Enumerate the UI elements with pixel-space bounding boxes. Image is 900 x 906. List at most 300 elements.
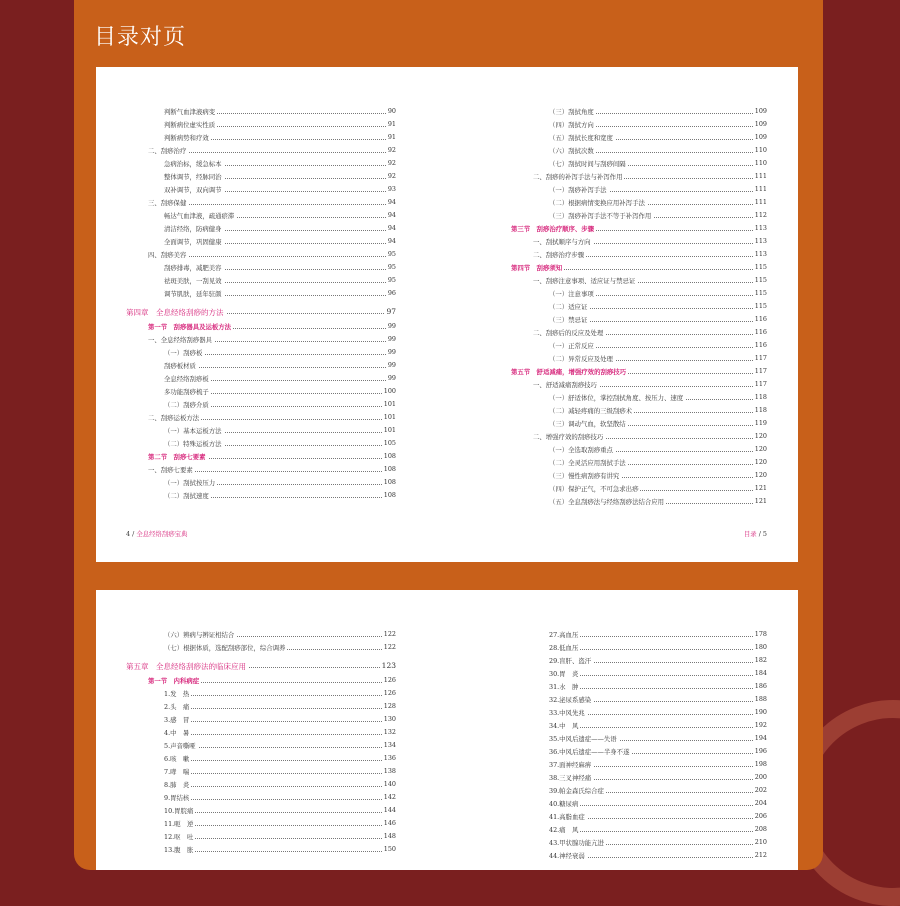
toc-entry (511, 469, 767, 482)
entry-title: （四）保护正气，不可急求出痧 (549, 485, 639, 493)
entry-title: 2.头 痛 (164, 703, 190, 711)
entry-title: （三）调动气血，软坚散结 (549, 420, 626, 428)
toc-entry (126, 359, 396, 372)
dot-leader (164, 786, 396, 787)
entry-page-number: 208 (754, 825, 767, 833)
entry-title: 9.胃结核 (164, 794, 190, 802)
toc-entry (126, 765, 396, 778)
entry-title: （二）刮拭速度 (164, 492, 209, 500)
toc-entry (126, 804, 396, 817)
entry-page-number: 109 (754, 107, 767, 115)
toc-entry (126, 385, 396, 398)
entry-page-number: 202 (754, 786, 767, 794)
entry-title: 第四章 全息经络刮痧的方法 (126, 308, 224, 317)
entry-page-number: 90 (387, 107, 396, 115)
toc-entry (126, 424, 396, 437)
entry-page-number: 118 (754, 406, 767, 414)
toc-entry (511, 287, 767, 300)
entry-page-number: 101 (383, 400, 396, 408)
entry-title: （二）根据病情变换应用补泻手法 (549, 199, 645, 207)
dot-leader (164, 799, 396, 800)
entry-title: 31.水 肿 (549, 683, 579, 691)
toc-entry (511, 849, 767, 862)
entry-page-number: 105 (383, 439, 396, 447)
toc-entry (126, 144, 396, 157)
entry-page-number: 117 (754, 380, 767, 388)
chapter-entry (126, 654, 396, 674)
toc-entry (511, 680, 767, 693)
toc-entry (126, 489, 396, 502)
entry-page-number: 111 (754, 185, 767, 193)
entry-title: （一）刮痧板 (164, 349, 203, 357)
section-title: 目录 (743, 530, 757, 538)
toc-entry (126, 687, 396, 700)
dot-leader (164, 708, 396, 709)
entry-title: 33.中风先兆 (549, 709, 585, 717)
entry-page-number: 206 (754, 812, 767, 820)
entry-page-number: 115 (754, 302, 767, 310)
entry-page-number: 146 (383, 819, 396, 827)
entry-page-number: 92 (387, 172, 396, 180)
entry-page-number: 138 (383, 767, 396, 775)
toc-entry (126, 157, 396, 170)
entry-title: 13.腹 胀 (164, 846, 194, 854)
dot-leader (164, 747, 396, 748)
entry-title: （一）刮拭按压力 (164, 479, 216, 487)
toc-entry (511, 170, 767, 183)
toc-entry (511, 443, 767, 456)
toc-entry (511, 235, 767, 248)
entry-page-number: 192 (754, 721, 767, 729)
entry-page-number: 116 (754, 315, 767, 323)
dot-leader (164, 367, 396, 368)
entry-page-number: 182 (754, 656, 767, 664)
toc-entry (126, 248, 396, 261)
entry-page-number: 184 (754, 669, 767, 677)
entry-page-number: 99 (387, 322, 396, 330)
toc-entry (511, 339, 767, 352)
entry-title: 一、刮痧七要素 (148, 466, 193, 474)
entry-title: 第五章 全息经络刮痧法的临床应用 (126, 662, 246, 671)
entry-title: 41.高脂血症 (549, 813, 585, 821)
entry-page-number: 100 (383, 387, 396, 395)
toc-entry (126, 170, 396, 183)
toc-entry (511, 810, 767, 823)
entry-title: 畅达气血津液，疏通瘀滞 (164, 212, 235, 220)
toc-entry (126, 411, 396, 424)
entry-title: （二）特殊运板方法 (164, 440, 222, 448)
toc-entry (511, 196, 767, 209)
entry-page-number: 180 (754, 643, 767, 651)
dot-leader (549, 805, 767, 806)
entry-title: （一）基本运板方法 (164, 427, 222, 435)
toc-entry (511, 495, 767, 508)
toc-entry (511, 797, 767, 810)
toc-entry (511, 352, 767, 365)
entry-title: 第五节 舒适减痛，增强疗效的刮痧技巧 (511, 368, 627, 376)
entry-title: （一）全选取刮痧重点 (549, 446, 613, 454)
entry-title: 5.声音嘶哑 (164, 742, 196, 750)
entry-page-number: 120 (754, 432, 767, 440)
toc-entry (126, 641, 396, 654)
toc-entry (126, 700, 396, 713)
entry-title: 整体调节，经脉同治 (164, 173, 222, 181)
entry-page-number: 200 (754, 773, 767, 781)
entry-page-number: 119 (754, 419, 767, 427)
toc-entry (126, 778, 396, 791)
dot-leader (549, 636, 767, 637)
entry-title: 急病治标，缓急标本 (164, 160, 222, 168)
entry-page-number: 95 (387, 276, 396, 284)
toc-entry (511, 209, 767, 222)
entry-page-number: 115 (754, 263, 767, 271)
entry-title: （五）刮拭长度和宽度 (549, 134, 613, 142)
entry-title: 35.中风后遗症——失语 (549, 735, 617, 743)
entry-page-number: 95 (387, 263, 396, 271)
entry-title: 判断病势和疗效 (164, 134, 209, 142)
entry-title: 双补调节，双向调节 (164, 186, 222, 194)
entry-title: 判断气血津液病变 (164, 108, 216, 116)
toc-entry (126, 830, 396, 843)
entry-page-number: 196 (754, 747, 767, 755)
entry-page-number: 92 (387, 146, 396, 154)
entry-page-number: 122 (383, 643, 396, 651)
entry-title: 一、刮痧注意事项、适应证与禁忌证 (533, 277, 636, 285)
toc-entry (126, 118, 396, 131)
toc-entry (126, 287, 396, 300)
toc-entry (511, 628, 767, 641)
dot-leader (549, 727, 767, 728)
entry-page-number: 91 (387, 133, 396, 141)
entry-title: 第四节 刮痧须知 (511, 264, 563, 272)
entry-title: 27.高血压 (549, 631, 579, 639)
entry-title: 多功能刮痧梳子 (164, 388, 209, 396)
section-entry (511, 261, 767, 274)
entry-title: 39.帕金森氏综合症 (549, 787, 604, 795)
section-entry (126, 320, 396, 333)
toc-entry (126, 183, 396, 196)
entry-title: 二、刮痧运板方法 (148, 414, 200, 422)
entry-title: 二、增强疗效的刮痧技巧 (533, 433, 604, 441)
toc-entry (511, 693, 767, 706)
entry-page-number: 132 (383, 728, 396, 736)
entry-page-number: 122 (383, 630, 396, 638)
entry-page-number: 108 (383, 452, 396, 460)
entry-page-number: 92 (387, 159, 396, 167)
left-page-toc (126, 628, 396, 856)
entry-title: 二、刮痧治疗步骤 (533, 251, 585, 259)
entry-title: 四、刮痧美容 (148, 251, 187, 259)
entry-title: 祛斑美肤，一刮见效 (164, 277, 222, 285)
dot-leader (164, 721, 396, 722)
dot-leader (549, 649, 767, 650)
section-entry (126, 674, 396, 687)
entry-title: 二、刮痧治疗 (148, 147, 187, 155)
entry-title: 6.咳 嗽 (164, 755, 190, 763)
toc-entry (511, 131, 767, 144)
entry-page-number: 110 (754, 146, 767, 154)
entry-title: （五）全息刮痧法与经络刮痧法结合应用 (549, 498, 665, 506)
toc-entry (511, 456, 767, 469)
entry-title: 36.中风后遗症——半身不遂 (549, 748, 630, 756)
toc-entry (126, 817, 396, 830)
entry-page-number: 210 (754, 838, 767, 846)
entry-title: （七）根据体质，选配刮痧部位，综合调养 (164, 644, 286, 652)
toc-entry (511, 784, 767, 797)
entry-page-number: 101 (383, 413, 396, 421)
toc-entry (511, 482, 767, 495)
entry-page-number: 99 (387, 361, 396, 369)
entry-title: （二）异常反应及处理 (549, 355, 613, 363)
entry-title: 1.发 热 (164, 690, 190, 698)
entry-page-number: 111 (754, 172, 767, 180)
toc-entry (511, 157, 767, 170)
dot-leader (164, 825, 396, 826)
entry-page-number: 96 (387, 289, 396, 297)
entry-page-number: 126 (383, 676, 396, 684)
entry-title: 10.胃脘痛 (164, 807, 194, 815)
toc-entry (126, 346, 396, 359)
entry-title: 43.甲状腺功能亢进 (549, 839, 604, 847)
left-page-toc (126, 105, 396, 502)
entry-title: 二、刮痧后的反应及处理 (533, 329, 604, 337)
entry-page-number: 93 (387, 185, 396, 193)
toc-entry (126, 628, 396, 641)
entry-title: 28.低血压 (549, 644, 579, 652)
toc-entry (511, 758, 767, 771)
entry-title: （一）舒适体位，掌控刮拭角度、按压力、速度 (549, 394, 684, 402)
entry-title: （三）刮痧补泻手法不等于补泻作用 (549, 212, 652, 220)
entry-page-number: 121 (754, 484, 767, 492)
entry-page-number: 186 (754, 682, 767, 690)
toc-entry (511, 706, 767, 719)
entry-title: 34.中 风 (549, 722, 579, 730)
entry-title: （三）刮拭角度 (549, 108, 594, 116)
entry-title: 二、刮痧的补泻手法与补泻作用 (533, 173, 623, 181)
entry-page-number: 120 (754, 445, 767, 453)
toc-entry (126, 235, 396, 248)
entry-title: 42.痛 风 (549, 826, 579, 834)
entry-page-number: 194 (754, 734, 767, 742)
entry-title: 第一节 刮痧器具及运板方法 (148, 323, 232, 331)
toc-entry (511, 667, 767, 680)
entry-page-number: 128 (383, 702, 396, 710)
entry-title: （二）刮痧介质 (164, 401, 209, 409)
entry-title: 8.肺 炎 (164, 781, 190, 789)
entry-title: 判断病位虚实性质 (164, 121, 216, 129)
toc-entry (511, 118, 767, 131)
entry-title: 第一节 内科病症 (148, 677, 200, 685)
toc-entry (511, 823, 767, 836)
book-spread-2 (96, 590, 798, 870)
entry-page-number: 126 (383, 689, 396, 697)
entry-title: 29.盲肝、盗汗 (549, 657, 592, 665)
book-spread-1 (96, 67, 798, 562)
entry-page-number: 108 (383, 465, 396, 473)
entry-page-number: 142 (383, 793, 396, 801)
entry-page-number: 112 (754, 211, 767, 219)
toc-entry (511, 771, 767, 784)
entry-title: （一）刮痧补泻手法 (549, 186, 607, 194)
entry-title: 38.三叉神经痛 (549, 774, 592, 782)
toc-entry (511, 105, 767, 118)
section-entry (511, 365, 767, 378)
entry-page-number: 130 (383, 715, 396, 723)
entry-page-number: 123 (381, 661, 396, 670)
page-number: 5 (762, 530, 767, 538)
entry-page-number: 120 (754, 471, 767, 479)
entry-title: 第二节 刮痧七要素 (148, 453, 206, 461)
entry-title: 一、全息经络刮痧器具 (148, 336, 212, 344)
dot-leader (164, 851, 396, 852)
toc-entry (511, 144, 767, 157)
entry-page-number: 99 (387, 335, 396, 343)
entry-page-number: 140 (383, 780, 396, 788)
left-page-footer (126, 529, 187, 538)
toc-entry (126, 261, 396, 274)
section-entry (511, 222, 767, 235)
entry-page-number: 113 (754, 224, 767, 232)
entry-title: 刮痧板材质 (164, 362, 196, 370)
entry-title: 32.泌尿系感染 (549, 696, 592, 704)
entry-page-number: 94 (387, 211, 396, 219)
dot-leader (549, 831, 767, 832)
entry-title: 44.神经衰弱 (549, 852, 585, 860)
entry-page-number: 94 (387, 198, 396, 206)
footer-separator: / (758, 530, 761, 538)
entry-title: （四）刮拭方向 (549, 121, 594, 129)
toc-entry (511, 641, 767, 654)
toc-entry (126, 372, 396, 385)
toc-entry (126, 333, 396, 346)
entry-page-number: 115 (754, 276, 767, 284)
toc-entry (511, 274, 767, 287)
toc-entry (511, 378, 767, 391)
entry-page-number: 212 (754, 851, 767, 859)
toc-entry (126, 713, 396, 726)
entry-page-number: 99 (387, 348, 396, 356)
toc-entry (511, 430, 767, 443)
dot-leader (164, 734, 396, 735)
entry-page-number: 120 (754, 458, 767, 466)
entry-page-number: 108 (383, 491, 396, 499)
entry-page-number: 118 (754, 393, 767, 401)
dot-leader (164, 695, 396, 696)
entry-page-number: 121 (754, 497, 767, 505)
chapter-entry (126, 300, 396, 320)
entry-page-number: 198 (754, 760, 767, 768)
entry-title: 一、舒适减痛刮痧技巧 (533, 381, 597, 389)
toc-entry (511, 836, 767, 849)
toc-entry (126, 209, 396, 222)
entry-page-number: 178 (754, 630, 767, 638)
entry-page-number: 148 (383, 832, 396, 840)
entry-page-number: 108 (383, 478, 396, 486)
entry-title: 3.感 冒 (164, 716, 190, 724)
entry-title: （三）禁忌证 (549, 316, 588, 324)
toc-entry (126, 437, 396, 450)
dot-leader (549, 675, 767, 676)
entry-page-number: 91 (387, 120, 396, 128)
entry-title: 37.面神经麻痹 (549, 761, 592, 769)
toc-entry (511, 719, 767, 732)
toc-entry (511, 183, 767, 196)
toc-entry (511, 404, 767, 417)
panel-title: 目录对页 (94, 25, 187, 50)
entry-title: （三）慢性病刮痧有讲究 (549, 472, 620, 480)
entry-title: 全面调节，巩固健康 (164, 238, 222, 246)
entry-page-number: 116 (754, 341, 767, 349)
section-entry (126, 450, 396, 463)
entry-title: 12.呕 吐 (164, 833, 194, 841)
entry-title: 一、刮拭顺序与方向 (533, 238, 591, 246)
entry-page-number: 110 (754, 159, 767, 167)
dot-leader (164, 838, 396, 839)
toc-entry (511, 654, 767, 667)
entry-page-number: 109 (754, 133, 767, 141)
toc-entry (126, 739, 396, 752)
entry-page-number: 204 (754, 799, 767, 807)
entry-page-number: 134 (383, 741, 396, 749)
entry-title: 调节肌肤，延年驻颜 (164, 290, 222, 298)
entry-title: （一）正常反应 (549, 342, 594, 350)
entry-page-number: 188 (754, 695, 767, 703)
entry-page-number: 113 (754, 237, 767, 245)
page-number: 4 (126, 530, 131, 538)
toc-entry (126, 274, 396, 287)
toc-entry (126, 463, 396, 476)
toc-entry (126, 105, 396, 118)
entry-page-number: 150 (383, 845, 396, 853)
right-page-footer (744, 529, 767, 538)
entry-page-number: 109 (754, 120, 767, 128)
entry-page-number: 117 (754, 354, 767, 362)
dot-leader (164, 812, 396, 813)
entry-title: 清洁经络，防病健身 (164, 225, 222, 233)
toc-panel (74, 0, 823, 870)
entry-page-number: 101 (383, 426, 396, 434)
entry-title: 第三节 刮痧治疗顺序、步骤 (511, 225, 595, 233)
toc-entry (126, 476, 396, 489)
toc-entry (511, 248, 767, 261)
toc-entry (126, 726, 396, 739)
entry-page-number: 111 (754, 198, 767, 206)
right-page-toc (511, 105, 767, 508)
toc-entry (511, 300, 767, 313)
entry-title: （二）全灵活应用刮拭手法 (549, 459, 626, 467)
entry-page-number: 113 (754, 250, 767, 258)
entry-title: 4.中 暑 (164, 729, 190, 737)
entry-title: 30.胃 炎 (549, 670, 579, 678)
toc-entry (126, 791, 396, 804)
entry-page-number: 144 (383, 806, 396, 814)
entry-page-number: 95 (387, 250, 396, 258)
entry-page-number: 117 (754, 367, 767, 375)
entry-title: 11.呃 逆 (164, 820, 194, 828)
toc-entry (511, 326, 767, 339)
entry-title: （七）刮拭时间与刮痧间隔 (549, 160, 626, 168)
toc-entry (511, 732, 767, 745)
entry-title: （二）减轻疼痛的三级刮痧术 (549, 407, 633, 415)
toc-entry (126, 196, 396, 209)
entry-title: 刮痧排毒，减肥美容 (164, 264, 222, 272)
toc-entry (511, 745, 767, 758)
entry-page-number: 99 (387, 374, 396, 382)
entry-title: 全息经络刮痧板 (164, 375, 209, 383)
entry-title: 7.哮 喘 (164, 768, 190, 776)
dot-leader (549, 688, 767, 689)
toc-entry (126, 222, 396, 235)
